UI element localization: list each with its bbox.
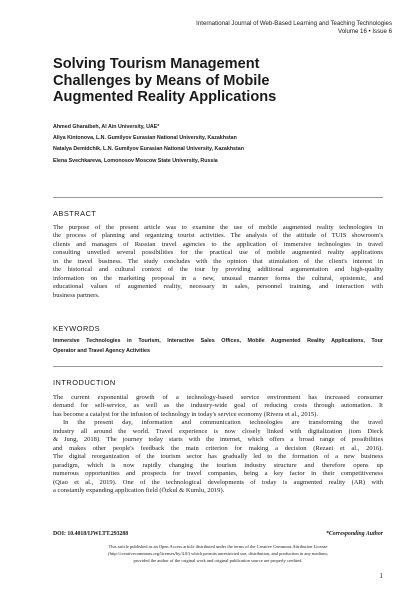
abstract-line: business partners. — [53, 291, 100, 299]
page-number: 1 — [379, 572, 383, 580]
abstract-line: clients and managers of Russian travel agencies to the application of immersive technologies in travel — [53, 240, 383, 248]
author-list — [53, 122, 393, 167]
license-line: (http://creativecommons.org/licenses/by/4.0/) which permits unrestricted use, distribution, and production in any medium, — [108, 550, 328, 556]
license-notice — [53, 544, 383, 565]
intro-line: a constantly expanding application field (Özkul & Kumlu, 2019). — [53, 486, 225, 494]
title-line: Challenges by Means of Mobile — [53, 72, 270, 89]
abstract-line: consulting unveiled several possibilities for the practical use of mobile augmented reality applications — [53, 249, 383, 257]
keywords-line: Operator and Travel Agency Activities — [53, 347, 150, 354]
license-line: provided the author of the original work and original publication source are properly credited. — [133, 557, 303, 563]
keywords-text — [53, 337, 383, 356]
intro-line: (Qiao et al., 2019). One of the technological developments of today is augmented reality (AR) with — [53, 478, 383, 486]
intro-line: The current exponential growth of a technology-based service environment has increased consumer — [53, 394, 383, 401]
introduction-text — [53, 394, 383, 495]
abstract-heading: ABSTRACT — [53, 209, 97, 218]
intro-line: demand for self-service, as well as the industry-wide goal of reducing costs through automation. It — [53, 402, 383, 410]
intro-line: and makes other people's feedback the main criterion for making a decision (Rezaei et al., 2016). — [53, 444, 383, 452]
abstract-line: the historical and cultural context of the tour by providing additional argumentation and high-quality — [53, 266, 383, 274]
author-entry: Aliya Kintonova, L.N. Gumilyov Eurasian National University, Kazakhstan — [53, 135, 237, 142]
keywords-heading: KEYWORDS — [53, 324, 101, 333]
license-line: This article published as an Open Access article distributed under the terms of the Creative Commons Attribution License — [108, 544, 328, 549]
abstract-line: educational values of augmented reality, necessary in sales, personnel training, and interaction with — [53, 283, 383, 291]
corresponding-author-note: *Corresponding Author — [326, 531, 383, 537]
intro-line: has become a catalyst for the infusion of technology in today's service economy (Rivera et al., 2015). — [53, 410, 318, 418]
author-entry: Natalya Demidchik, L.N. Gumilyov Eurasian National University, Kazakhstan — [53, 146, 244, 153]
title-line: Augmented Reality Applications — [53, 89, 277, 106]
journal-header — [196, 20, 392, 36]
volume-issue: Volume 16 • Issue 6 — [338, 28, 392, 36]
intro-line: In the present day, information and communication technologies are transforming the travel — [63, 419, 383, 427]
divider — [53, 197, 383, 198]
abstract-line: The purpose of the present article was to examine the use of mobile augmented reality technologies in — [53, 224, 383, 231]
abstract-line: the process of planning and organizing tourist activities. The analysis of the attitude of TUIS showroom's — [53, 232, 383, 240]
paper-title — [53, 56, 393, 106]
divider — [53, 366, 383, 367]
author-entry: Ahmed Gharaibeh, Al Ain University, UAE* — [53, 124, 160, 130]
abstract-text — [53, 224, 383, 300]
title-line: Solving Tourism Management — [53, 56, 260, 72]
author-entry: Elena Svechkareva, Lomonosov Moscow State University, Russia — [53, 157, 218, 164]
intro-line: numerous opportunities and prospects for travel companies, being a key factor in their competitiveness — [53, 470, 383, 478]
abstract-line: in the travel business. The study concludes with the opinion that stimulation of the client's interest in — [53, 257, 383, 265]
intro-line: The digital reorganization of the tourism sector has gradually led to the formation of a new business — [53, 453, 383, 461]
keywords-line: Immersive Technologies in Tourism, Interactive Sales Offices, Mobile Augmented Reality Applications, Tour — [53, 338, 383, 344]
intro-line: paradigm, which is now rapidly changing the tourism industry structure and therefore opens up — [53, 461, 383, 469]
intro-line: industry all around the world. Travel experience is now closely linked with digitalization (tom Dieck — [53, 427, 383, 435]
journal-name: International Journal of Web-Based Learning and Teaching Technologies — [196, 20, 392, 27]
introduction-heading: INTRODUCTION — [53, 378, 116, 387]
abstract-line: information on the marketing proposal in a new, unusual manner forms the cultural, epistemic, and — [53, 274, 383, 282]
intro-line: & Jung, 2018). The journey today starts with the internet, which offers a broad range of possibilities — [53, 436, 383, 444]
doi: DOI: 10.4018/IJWLTT.293288 — [53, 531, 129, 537]
